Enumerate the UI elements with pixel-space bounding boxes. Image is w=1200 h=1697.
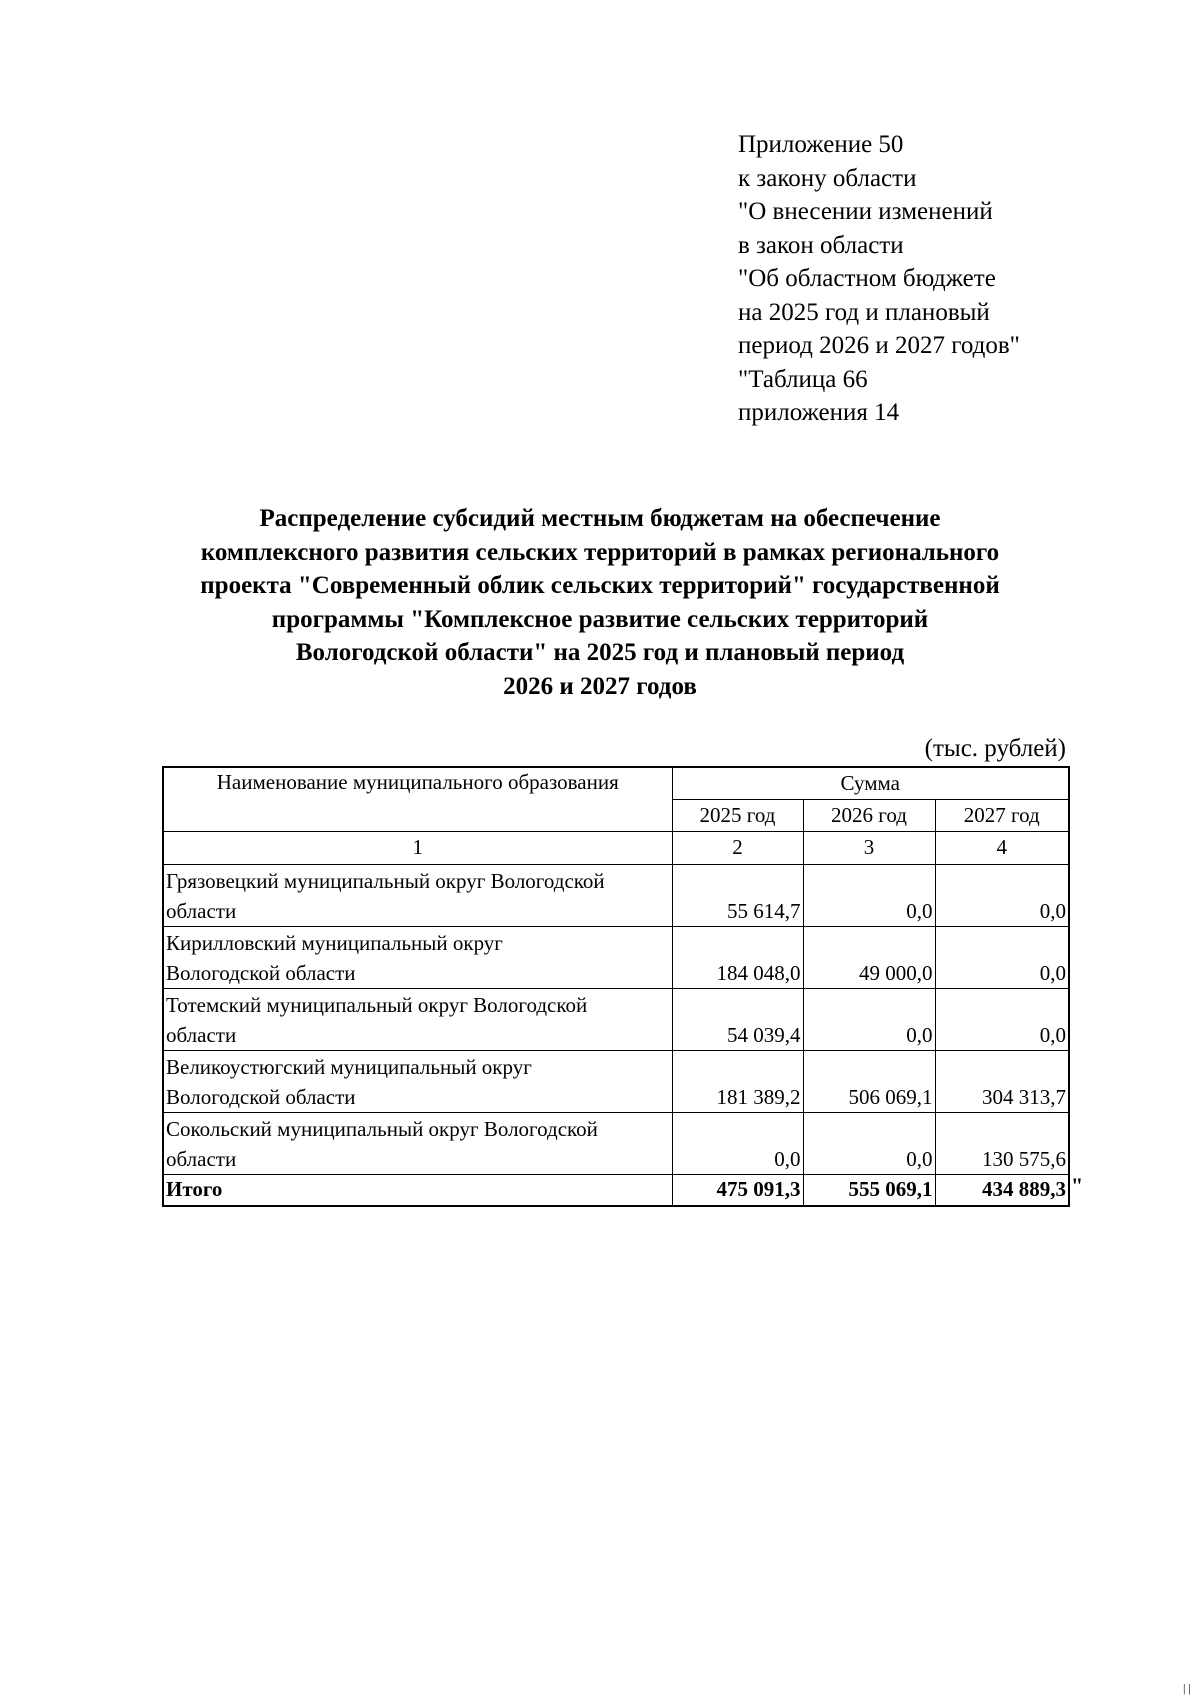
value-2025: 54 039,4 [672,988,803,1050]
subsidy-table [162,766,1070,1207]
column-numbers-row [163,831,1069,864]
table-row [163,926,1069,988]
appendix-line: приложения 14 [738,399,900,426]
page-mark: | | [1183,1681,1191,1695]
value-2026: 0,0 [803,1112,935,1174]
appendix-line: Приложение 50 [738,131,904,158]
total-row [163,1174,1069,1206]
municipality-name [163,988,672,1050]
header-sum-cell: Сумма [672,767,1069,799]
appendix-line: период 2026 и 2027 годов" [738,332,1020,359]
value-2027: 0,0 [935,864,1069,926]
total-2026: 555 069,1 [803,1174,935,1206]
name-line: области [166,1022,237,1047]
column-number: 4 [935,831,1069,864]
municipality-name [163,1050,672,1112]
name-line: Тотемский муниципальный округ Вологодской [166,992,588,1017]
table-row [163,988,1069,1050]
value-2025: 184 048,0 [672,926,803,988]
title-line: Распределение субсидий местным бюджетам на обеспечение [259,505,941,532]
table-row [163,1050,1069,1112]
value-2027: 130 575,6 [935,1112,1069,1174]
value-2025: 181 389,2 [672,1050,803,1112]
name-line: Грязовецкий муниципальный округ Вологодской [166,868,605,893]
municipality-name [163,1112,672,1174]
name-line: Сокольский муниципальный округ Вологодской [166,1116,598,1141]
value-2026: 49 000,0 [803,926,935,988]
name-line: Великоустюгский муниципальный округ [166,1054,532,1079]
column-number: 3 [803,831,935,864]
title-line: программы "Комплексное развитие сельских территорий [271,605,929,633]
appendix-line: к закону области [738,164,917,192]
total-2025: 475 091,3 [672,1174,803,1206]
units-label: (тыс. рублей) [924,735,1066,762]
header-name-cell: Наименование муниципального образования [163,767,672,831]
appendix-line: "Таблица 66 [738,365,868,393]
value-2025: 0,0 [672,1112,803,1174]
column-number: 2 [672,831,803,864]
header-year-2026: 2026 год [803,799,935,831]
name-line: Вологодской области [166,1084,356,1109]
column-number: 1 [163,831,672,864]
appendix-line: на 2025 год и плановый [738,298,990,326]
value-2027: 304 313,7 [935,1050,1069,1112]
value-2025: 55 614,7 [672,864,803,926]
name-line: Кирилловский муниципальный округ [166,930,503,955]
appendix-line: "О внесении изменений [738,198,993,225]
table-row [163,864,1069,926]
appendix-line: в закон области [738,231,904,259]
appendix-line: "Об областном бюджете [738,265,996,292]
value-2026: 0,0 [803,864,935,926]
name-line: Вологодской области [166,960,356,985]
value-2026: 506 069,1 [803,1050,935,1112]
table-row [163,1112,1069,1174]
total-label: Итого [163,1174,672,1206]
document-title [150,502,1050,704]
value-2027: 0,0 [935,988,1069,1050]
municipality-name [163,864,672,926]
title-line: 2026 и 2027 годов [503,672,697,700]
title-line: Вологодской области" на 2025 год и плановый период [295,639,905,667]
header-row [163,767,1069,799]
value-2026: 0,0 [803,988,935,1050]
closing-quote: " [1071,1173,1084,1198]
name-line: области [166,898,237,923]
appendix-header [738,128,1020,430]
title-line: комплексного развития сельских территорий в рамках регионального [200,538,1000,566]
total-2027: 434 889,3 [935,1174,1069,1206]
name-line: области [166,1146,237,1171]
title-line: проекта "Современный облик сельских территорий" государственной [200,572,1000,600]
header-year-2027: 2027 год [935,799,1069,831]
header-year-2025: 2025 год [672,799,803,831]
value-2027: 0,0 [935,926,1069,988]
municipality-name [163,926,672,988]
